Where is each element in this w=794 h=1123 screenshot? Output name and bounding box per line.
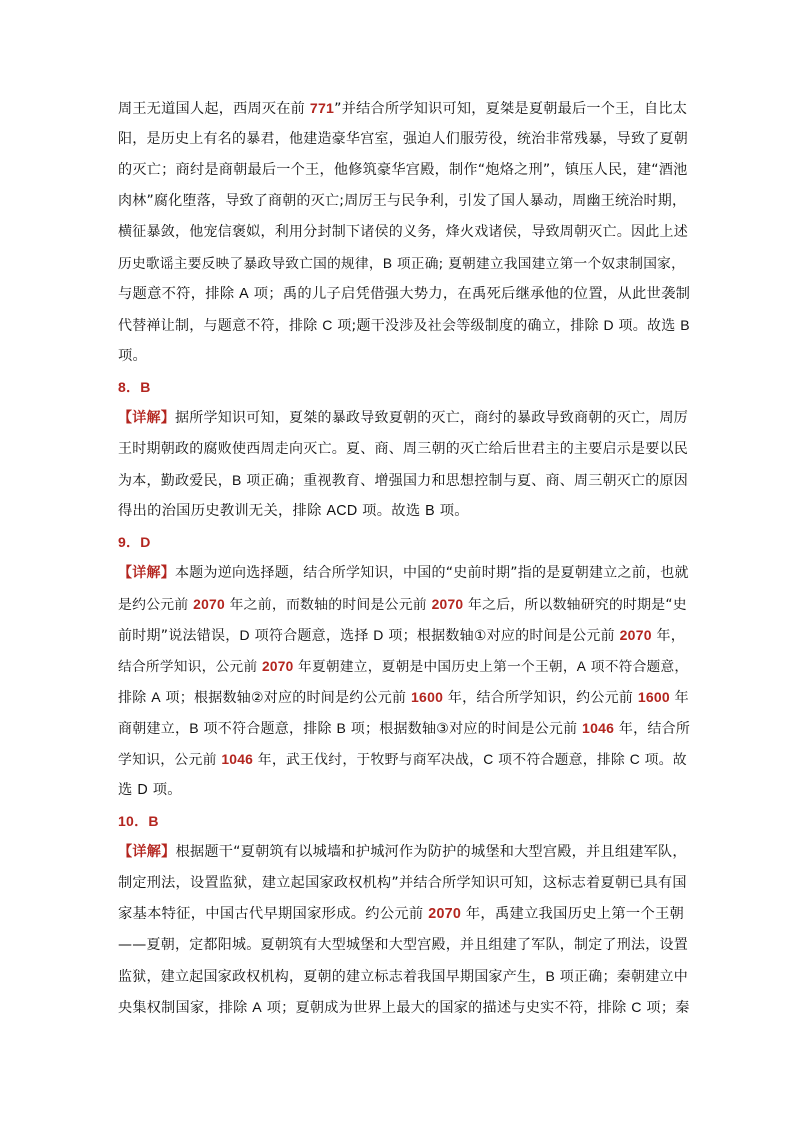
answer-heading: 10．B xyxy=(118,813,159,829)
number-run: 1046 xyxy=(221,751,254,767)
option-letter: C xyxy=(322,317,333,333)
text-run: 横征暴敛，他宠信褒姒，利用分封制下诸侯的义务，烽火戏诸侯，导致周朝灭亡。因此上述 xyxy=(118,224,688,240)
text-run: 项。 xyxy=(147,782,182,798)
number-run: 2070 xyxy=(428,906,462,922)
option-letter: C xyxy=(631,999,642,1015)
detail-tag: 【详解】 xyxy=(118,565,175,581)
document-body xyxy=(118,93,690,1023)
text-line xyxy=(118,279,690,310)
text-line xyxy=(118,744,690,775)
text-run: 为本，勤政爱民， xyxy=(118,473,232,489)
option-letter: C xyxy=(629,751,640,767)
text-run: 学知识，公元前 xyxy=(118,752,222,768)
text-line xyxy=(118,93,690,124)
option-letter: B xyxy=(336,720,347,736)
text-run: 据所学知识可知，夏桀的暴政导致夏朝的灭亡，商纣的暴政导致商朝的灭亡，周厉 xyxy=(175,410,688,426)
text-run: 项；根据数轴②对应的时间是约公元前 xyxy=(160,690,411,706)
answer-heading: 9．D xyxy=(118,534,151,550)
text-line xyxy=(118,248,690,279)
text-run: 年，武王伐纣，于牧野与商军决战， xyxy=(253,752,484,768)
text-run: 年，结合所学知识，约公元前 xyxy=(443,690,638,706)
option-letter: B xyxy=(545,968,556,984)
text-run: 选 xyxy=(118,782,138,798)
text-run: 历史歌谣主要反映了暴政导致亡国的规律， xyxy=(118,256,383,272)
option-letter: B xyxy=(232,472,242,488)
option-letter: D xyxy=(373,627,384,643)
detail-tag: 【详解】 xyxy=(118,410,175,426)
text-run: ”并结合所学知识可知，夏桀是夏朝最后一个王，自比太 xyxy=(334,101,688,117)
text-run: 根据题干“夏朝筑有以城墙和护城河作为防护的城堡和大型宫殿，并且组建军队， xyxy=(175,844,687,860)
text-line xyxy=(118,124,690,155)
text-run: ——夏朝，定都阳城。夏朝筑有大型城堡和大型宫殿，并且组建了军队，制定了刑法，设置 xyxy=(118,937,688,953)
text-run: 与题意不符，排除 xyxy=(118,286,240,302)
text-run: 监狱，建立起国家政权机构，夏朝的建立标志着我国早期国家产生， xyxy=(118,969,546,985)
text-line xyxy=(118,651,690,682)
text-run: 排除 xyxy=(118,690,152,706)
detail-tag: 【详解】 xyxy=(118,844,176,860)
option-letter: C xyxy=(483,751,494,767)
text-run: 结合所学知识，公元前 xyxy=(118,659,262,675)
text-run: 代替禅让制，与题意不符，排除 xyxy=(118,318,323,334)
text-line xyxy=(118,558,690,589)
text-line xyxy=(118,775,690,806)
text-run: 项。故选 xyxy=(613,318,681,334)
text-run: 项。故 xyxy=(639,752,687,768)
text-run: 项；根据数轴①对应的时间是公元前 xyxy=(383,628,620,644)
text-run: 周王无道国人起，西周灭在前 xyxy=(118,101,310,117)
text-run: 肉林”腐化堕落，导致了商朝的灭亡;周厉王与民争利，引发了国人暴动，周幽王统治时期， xyxy=(118,193,687,209)
text-run: 年之前，而数轴的时间是公元前 xyxy=(224,597,432,613)
text-run: 年夏朝建立，夏朝是中国历史上第一个王朝， xyxy=(293,659,577,675)
answer-heading: 8．B xyxy=(118,379,151,395)
text-line xyxy=(118,961,690,992)
option-letter: A xyxy=(239,286,249,302)
number-run: 2070 xyxy=(261,659,294,674)
text-line xyxy=(118,930,690,961)
option-letter: B xyxy=(382,256,393,271)
number-run: 1046 xyxy=(582,720,615,736)
text-run: 年 xyxy=(669,690,689,706)
text-run: 项。 xyxy=(434,503,469,519)
option-letter: A xyxy=(151,689,161,705)
text-line xyxy=(118,527,690,558)
option-letter: ACD xyxy=(326,503,358,519)
text-line xyxy=(118,217,690,248)
text-line xyxy=(118,868,690,899)
text-run: 项不符合题意，排除 xyxy=(198,721,337,737)
number-run: 771 xyxy=(309,100,335,116)
text-run: 家基本特征，中国古代早期国家形成。约公元前 xyxy=(118,906,429,922)
text-line xyxy=(118,620,690,651)
text-run: 项;题干没涉及社会等级制度的确立，排除 xyxy=(332,318,604,334)
option-letter: A xyxy=(576,659,587,674)
text-run: 项正确; 夏朝建立我国建立第一个奴隶制国家， xyxy=(392,256,686,272)
text-run: 前时期”说法错误， xyxy=(118,628,240,644)
text-run: 年，禹建立我国历史上第一个王朝 xyxy=(461,906,685,922)
text-line xyxy=(118,186,690,217)
option-letter: B xyxy=(425,503,435,519)
text-line xyxy=(118,403,690,434)
text-run: 得出的治国历史教训无关，排除 xyxy=(118,503,327,519)
text-line xyxy=(118,992,690,1023)
text-run: 项；秦 xyxy=(641,1000,690,1016)
text-run: 年之后，所以数轴研究的时期是“史 xyxy=(463,597,687,613)
text-line xyxy=(118,155,690,186)
text-run: 项不符合题意， xyxy=(586,659,689,675)
number-run: 2070 xyxy=(431,596,464,612)
text-line xyxy=(118,899,690,930)
text-run: 央集权制国家，排除 xyxy=(118,1000,253,1016)
text-line xyxy=(118,713,690,744)
text-run: 项；夏朝成为世界上最大的国家的描述与史实不符，排除 xyxy=(261,1000,632,1016)
text-line xyxy=(118,465,690,496)
number-run: 2070 xyxy=(619,627,652,643)
text-run: 阳，是历史上有名的暴君，他建造豪华宫室，强迫人们服劳役，统治非常残暴，导致了夏朝 xyxy=(118,131,688,147)
text-run: 项；禹的儿子启凭借强大势力，在禹死后继承他的位置，从此世袭制 xyxy=(248,286,691,302)
text-line xyxy=(118,682,690,713)
text-line xyxy=(118,372,690,403)
text-run: 商朝建立， xyxy=(118,721,190,737)
text-line xyxy=(118,496,690,527)
text-line xyxy=(118,310,690,341)
text-run: 项正确；秦朝建立中 xyxy=(555,969,689,985)
text-line xyxy=(118,341,690,372)
option-letter: B xyxy=(680,317,690,333)
number-run: 1600 xyxy=(637,689,670,705)
text-run: 年，结合所 xyxy=(614,721,691,737)
text-line xyxy=(118,806,690,837)
text-run: 是约公元前 xyxy=(118,597,194,613)
text-run: 项。 xyxy=(118,348,148,364)
number-run: 2070 xyxy=(193,596,225,612)
text-line xyxy=(118,837,690,868)
text-run: 项正确；重视教育、增强国力和思想控制与夏、商、周三朝灭亡的原因 xyxy=(241,473,689,489)
text-line xyxy=(118,589,690,620)
text-run: 项符合题意，选择 xyxy=(249,628,374,644)
option-letter: D xyxy=(603,317,614,333)
text-run: 王时期朝政的腐败使西周走向灭亡。夏、商、周三朝的灭亡给后世君主的主要启示是要以民 xyxy=(118,441,688,457)
number-run: 1600 xyxy=(411,689,444,705)
text-run: 项。故选 xyxy=(357,503,426,519)
option-letter: D xyxy=(239,627,250,643)
text-run: 项不符合题意，排除 xyxy=(493,752,630,768)
text-run: 本题为逆向选择题，结合所学知识，中国的“史前时期”指的是夏朝建立之前，也就 xyxy=(175,565,689,581)
option-letter: A xyxy=(252,999,262,1015)
text-run: 项；根据数轴③对应的时间是公元前 xyxy=(346,721,583,737)
option-letter: D xyxy=(137,782,148,798)
text-line xyxy=(118,434,690,465)
text-run: 年， xyxy=(651,628,685,644)
text-run: 的灭亡；商纣是商朝最后一个王，他修筑豪华宫殿，制作“炮烙之刑”，镇压人民，建“酒池 xyxy=(118,162,688,178)
text-run: 制定刑法，设置监狱，建立起国家政权机构”并结合所学知识可知，这标志着夏朝已具有国 xyxy=(118,875,687,891)
option-letter: B xyxy=(189,720,199,736)
